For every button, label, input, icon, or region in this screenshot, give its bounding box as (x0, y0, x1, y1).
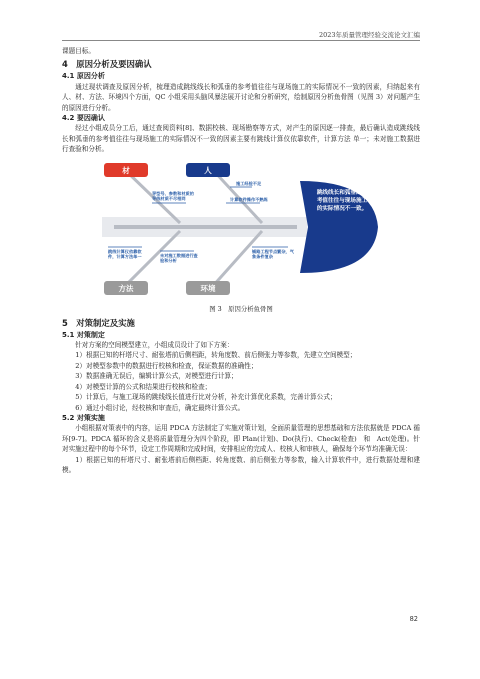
page-number: 82 (409, 615, 418, 623)
section-4-2-title: 4.2 要因确认 (62, 114, 105, 123)
spine-line (114, 225, 297, 229)
section-5-1-title: 5.1 对策制定 (62, 330, 105, 339)
figure-caption: 图 3 原因分析鱼骨图 (209, 304, 273, 313)
header-rule (62, 40, 420, 41)
bone-person (212, 169, 262, 223)
section-5-title: 5 对策制定及实施 (62, 317, 135, 328)
fishbone-diagram (102, 159, 380, 299)
cause-method-single: 跳线计算仪依靠软件，计算方法单一 (108, 248, 142, 259)
cause-person-software: 计算软件操作不熟练 (230, 196, 268, 202)
section-4-1-paragraph: 通过现状调查及原因分析，梳理造成跳线线长和弧垂的参考值往往与现场施工的实际情况不一致的因素，归纳起来有人、材、方法、环境四个方面，QC 小组采用头脑风暴法展开讨论和分析研究，绘制原因分析鱼骨图（见图 3）对问题产生的原因进行分析。 (62, 82, 420, 112)
category-person-label: 人 (204, 165, 212, 175)
section-4-2-paragraph: 经过小组成员分工后，通过查阅资料[8]、数据校核、现场勘察等方式，对产生的原因逐一排查，最后确认造成跳线线长和弧垂的参考值往往与现场施工的实际情况不一致的因素主要有跳线计算仪依靠软件，计算方法 单一；未对施工数据进行查验和分析。 (62, 124, 420, 154)
section-5-1-paragraph: 针对方案的空间模型建立，小组成员设计了如下方案： (75, 341, 234, 350)
list-item: 1）根据已知的杆塔尺寸、耐张塔前后侧档距，转角度数、前后侧张力等参数，先建立空间模型； (75, 351, 357, 360)
category-environment-label: 环境 (200, 283, 216, 293)
list-item: 6）通过小组讨论，经校核和审查后，确定最终计算公式。 (75, 403, 245, 412)
page-body (62, 46, 420, 475)
running-header: 2023年质量管理经验交流论文汇编 (318, 31, 420, 39)
cause-environment: 铺路工程节点繁杂，气象条件复杂 (252, 248, 294, 259)
category-method-label: 方法 (118, 283, 134, 293)
fishbone-svg (102, 159, 380, 299)
list-item: 4）对模型计算的公式和结果进行校核和检查； (75, 382, 212, 391)
cause-person-experience: 施工经验不足 (236, 180, 262, 186)
fish-head-problem: 跳线线长和弧垂的参考值往往与现场施工的实际情况不一致。 (316, 189, 368, 213)
section-4-title: 4 原因分析及要因确认 (62, 59, 152, 70)
cause-material: 导型号、参数和材质的导线材质不尽相同 (152, 190, 194, 201)
intro-text: 课题目标。 (62, 47, 95, 55)
category-material-label: 材 (122, 165, 130, 175)
list-item: 5）计算后，与施工现场的跳线线长值进行比对分析，补充计算优化系数，完善计算公式； (75, 393, 337, 402)
section-5-2-title: 5.2 对策实施 (62, 413, 105, 422)
cause-method-unchecked: 未对施工数据进行查验和分析 (160, 252, 198, 263)
section-5-2-paragraph-2: 1）根据已知的杆塔尺寸、耐张塔前后侧档距、转角度数、前后侧张力等参数，输入计算软件中，进行数据处理和建模。 (62, 455, 420, 474)
section-5-2-paragraph: 小组根据对策表中的内容，运用 PDCA 方法制定了实施对策计划，全面质量管理的思想基础和方法依据就是 PDCA 循环[9-7]。PDCA 循环的含义是将质量管理分为四个阶段，即 Plan(计划)、Do(执行)、Check(检查) 和 Act(处理)。针对实施过程中的每个环节，设定工作周期和完成时间，安排相应的完成人、校核人和审核人，确保每个环节均准确无误： (62, 424, 420, 454)
section-4-1-title: 4.1 原因分析 (62, 72, 105, 81)
list-item: 2）对模型参数中的数据进行校核和检查，保证数据的准确性； (75, 361, 258, 370)
list-item: 3）数据准确无误后，编辑计算公式，对模型进行计算； (75, 372, 238, 381)
